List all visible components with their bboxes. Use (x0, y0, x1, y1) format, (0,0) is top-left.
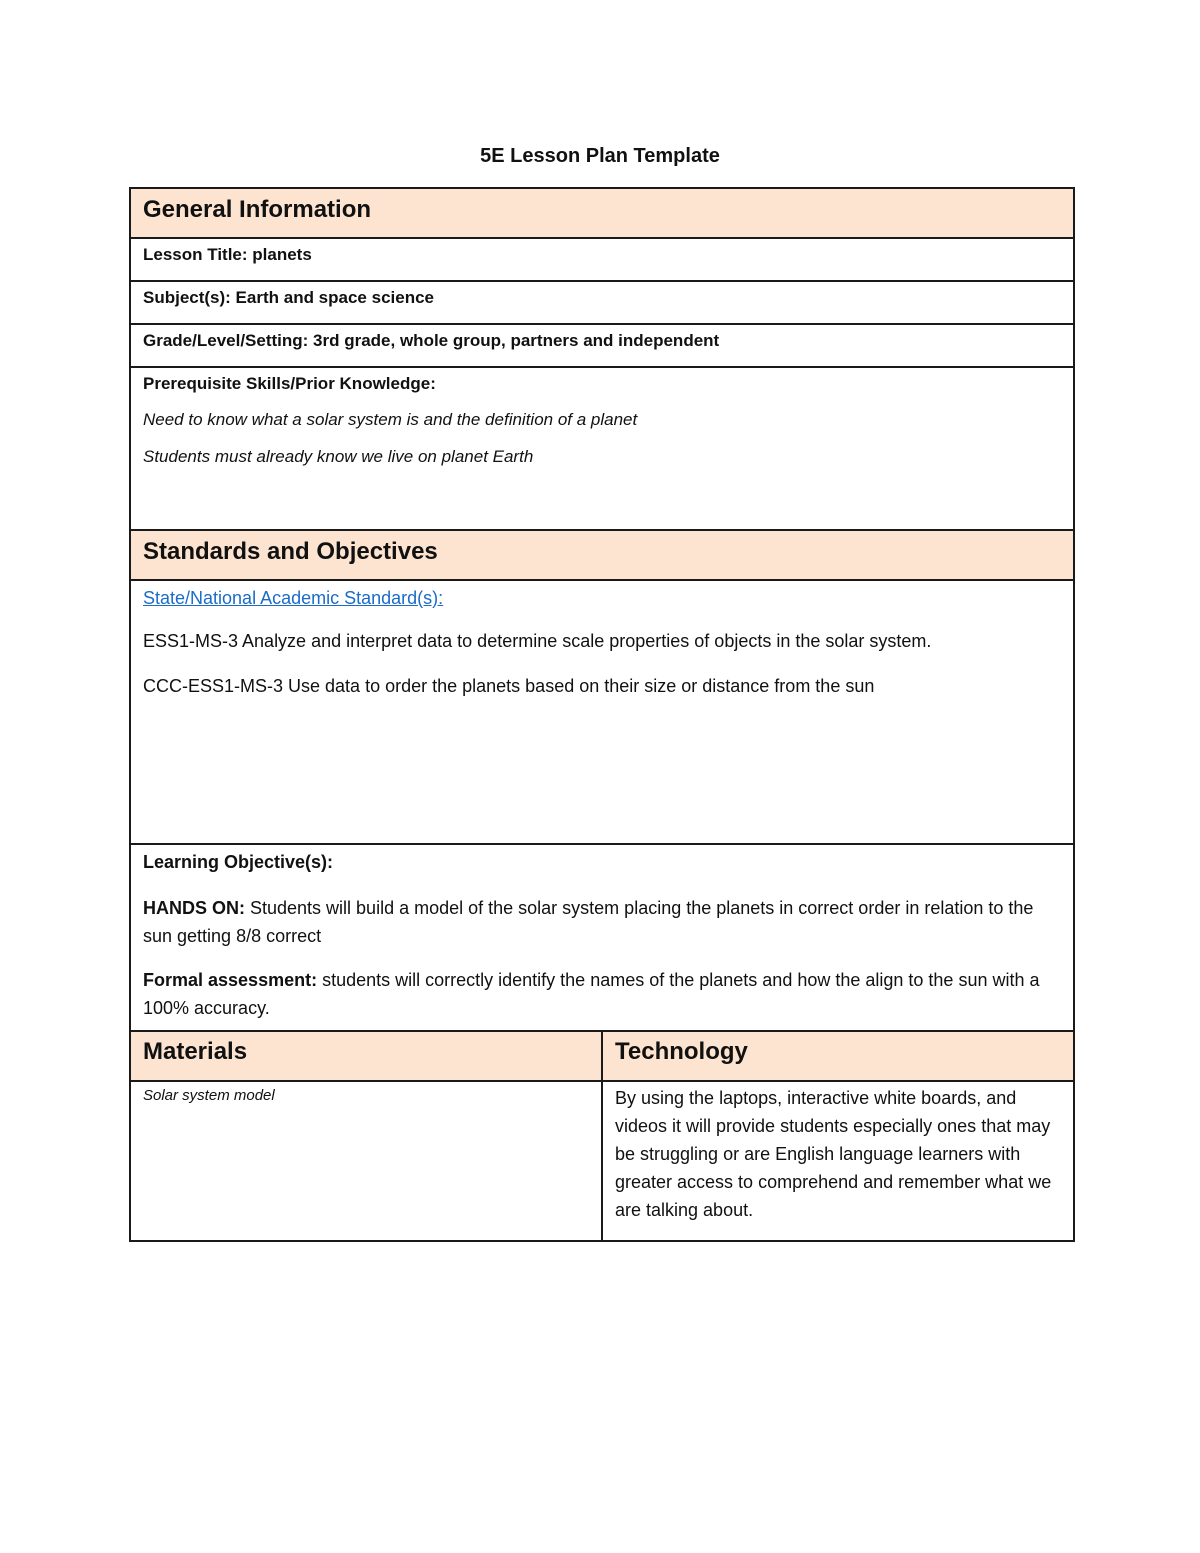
standards-objectives-header: Standards and Objectives (131, 531, 1073, 581)
prerequisite-label: Prerequisite Skills/Prior Knowledge: (143, 374, 436, 393)
materials-header: Materials (131, 1032, 603, 1080)
materials-technology-header-row (131, 1032, 1073, 1082)
academic-standards-link[interactable]: State/National Academic Standard(s): (143, 588, 444, 608)
learning-objectives-label: Learning Objective(s): (143, 852, 334, 872)
formal-assessment-objective (143, 966, 1061, 1022)
learning-objectives-section (131, 845, 1073, 1032)
technology-text: By using the laptops, interactive white boards, and videos it will provide students especially ones that may be struggling or are English language learners with greater access to comprehend and remember what we are talking about. (615, 1088, 1052, 1220)
prerequisite-line: Need to know what a solar system is and the definition of a planet (143, 410, 638, 429)
materials-text: Solar system model (143, 1087, 275, 1104)
document-title: 5E Lesson Plan Template (480, 145, 720, 167)
materials-technology-body-row (131, 1082, 1073, 1240)
technology-header: Technology (603, 1032, 1073, 1080)
lesson-title-field: Lesson Title: planets (131, 239, 1073, 282)
prerequisite-section (131, 368, 1073, 531)
hands-on-objective (143, 894, 1061, 950)
standard-item: CCC-ESS1-MS-3 Use data to order the planets based on their size or distance from the sun (143, 676, 875, 696)
prerequisite-line: Students must already know we live on planet Earth (143, 447, 534, 466)
subjects-field: Subject(s): Earth and space science (131, 282, 1073, 325)
hands-on-text: Students will build a model of the solar system placing the planets in correct order in relation to the sun getting 8/8 correct (143, 898, 1034, 946)
formal-assessment-text: students will correctly identify the names of the planets and how the align to the sun with a 100% accuracy. (143, 970, 1040, 1018)
hands-on-label: HANDS ON: (143, 898, 245, 918)
materials-cell (131, 1082, 603, 1240)
general-information-header: General Information (131, 189, 1073, 239)
grade-level-field: Grade/Level/Setting: 3rd grade, whole group, partners and independent (131, 325, 1073, 368)
standard-item: ESS1-MS-3 Analyze and interpret data to determine scale properties of objects in the solar system. (143, 631, 932, 651)
formal-assessment-label: Formal assessment: (143, 970, 318, 990)
standards-section (131, 581, 1073, 845)
lesson-plan-table (129, 187, 1075, 1242)
technology-cell (603, 1082, 1073, 1240)
